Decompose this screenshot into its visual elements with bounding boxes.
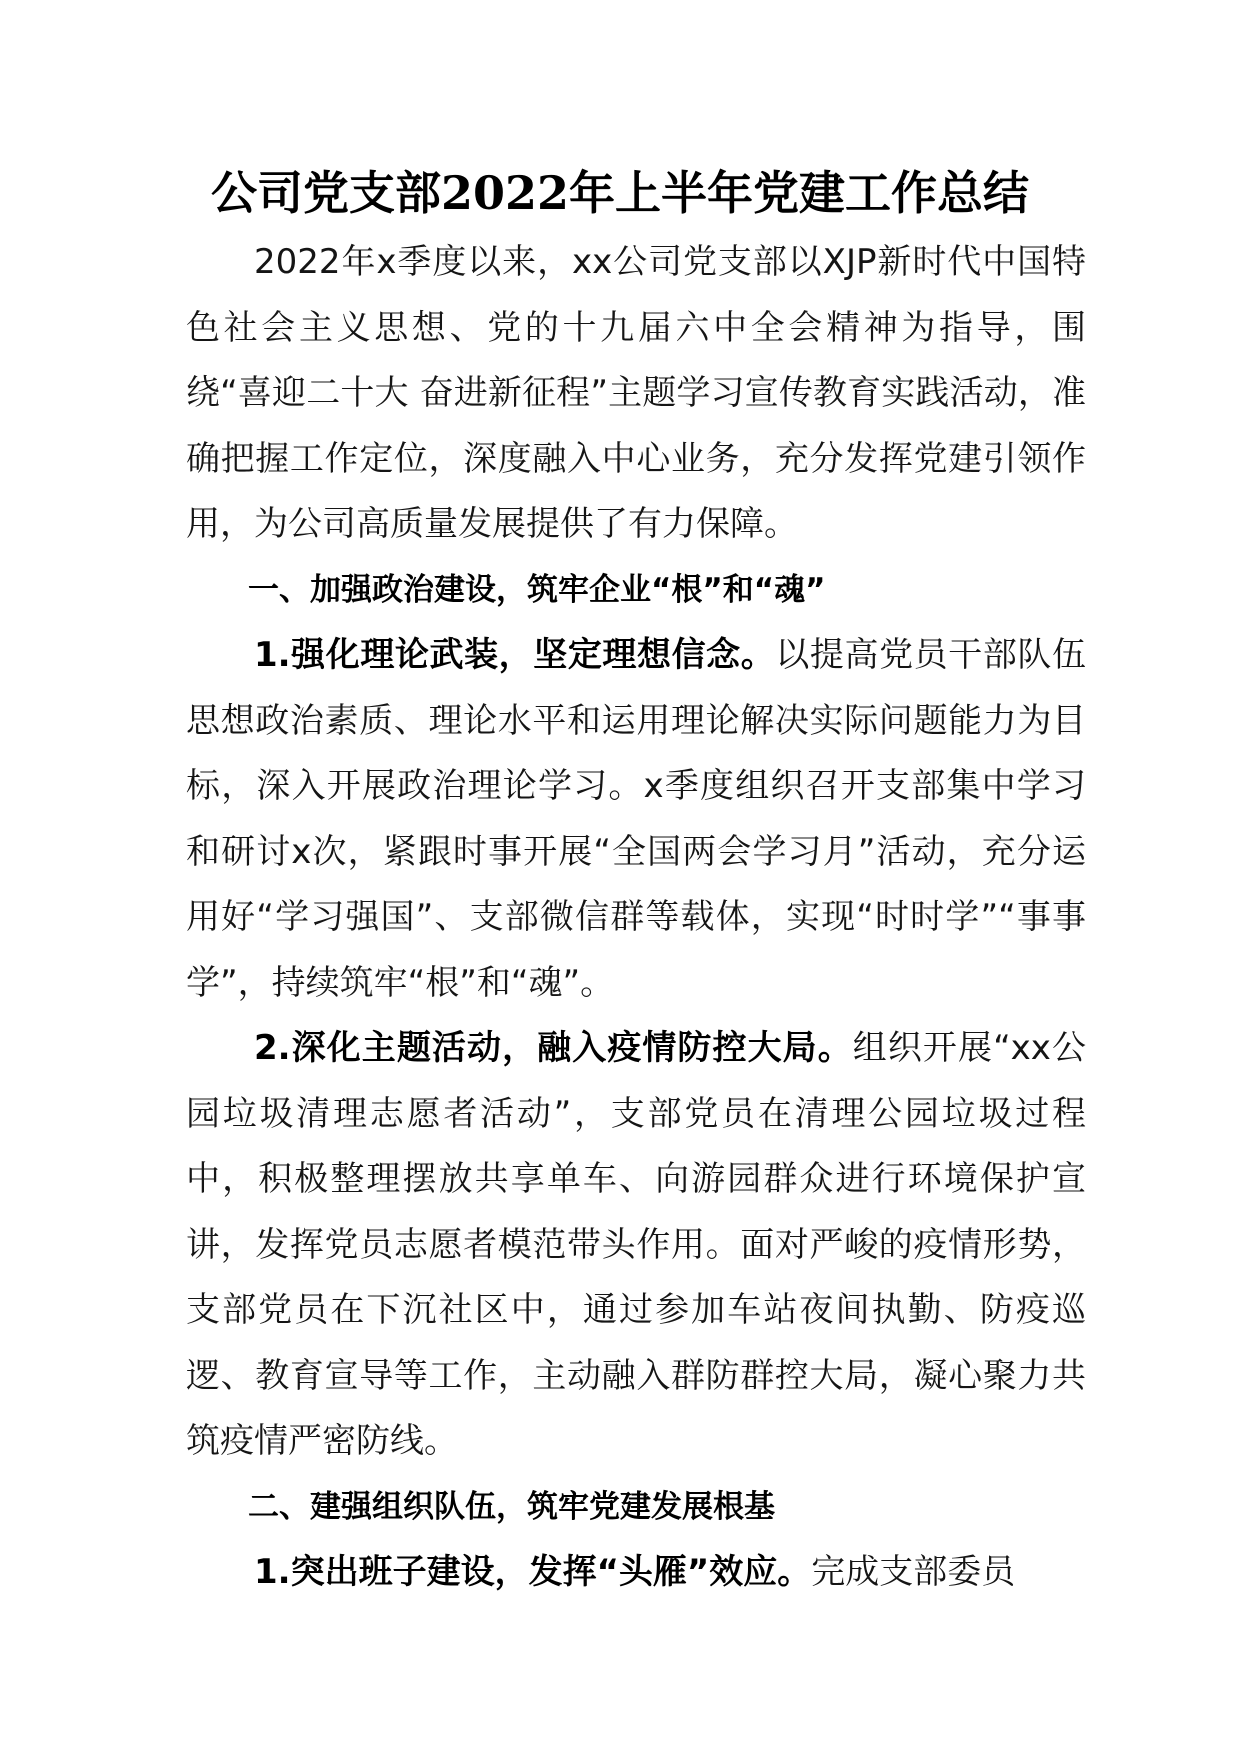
section1-item2-paragraph bbox=[186, 1016, 1086, 1475]
section1-item1-paragraph bbox=[186, 623, 1086, 1016]
section2-item1-text: 完成支部委员 bbox=[811, 1552, 1016, 1592]
document-body bbox=[186, 230, 1086, 1606]
section1-item1-lead: 1.强化理论武装，坚定理想信念。 bbox=[254, 635, 776, 675]
section-heading-2: 二、建强组织队伍，筑牢党建发展根基 bbox=[248, 1488, 775, 1525]
section1-item2-text: 组织开展“xx公园垃圾清理志愿者活动”，支部党员在清理公园垃圾过程中，积极整理摆放共享单车、向游园群众进行环境保护宣讲，发挥党员志愿者模范带头作用。面对严峻的疫情形势，支部党员在下沉社区中，通过参加车站夜间执勤、防疫巡逻、教育宣导等工作，主动融入群防群控大局，凝心聚力共筑疫情严密防线。 bbox=[186, 1028, 1086, 1461]
section1-item2-lead: 2.深化主题活动，融入疫情防控大局。 bbox=[254, 1028, 853, 1068]
intro-paragraph: 2022年x季度以来，xx公司党支部以XJP新时代中国特色社会主义思想、党的十九届六中全会精神为指导，围绕“喜迎二十大 奋进新征程”主题学习宣传教育实践活动，准确把握工作定位，深度融入中心业务，充分发挥党建引领作用，为公司高质量发展提供了有力保障。 bbox=[186, 242, 1086, 544]
section-heading-1: 一、加强政治建设，筑牢企业“根”和“魂” bbox=[248, 571, 826, 608]
section2-item1-paragraph bbox=[186, 1540, 1086, 1606]
section1-item1-text: 以提高党员干部队伍思想政治素质、理论水平和运用理论解决实际问题能力为目标，深入开展政治理论学习。x季度组织召开支部集中学习和研讨x次，紧跟时事开展“全国两会学习月”活动，充分运用好“学习强国”、支部微信群等载体，实现“时时学”“事事学”，持续筑牢“根”和“魂”。 bbox=[186, 635, 1086, 1003]
document-title: 公司党支部2022年上半年党建工作总结 bbox=[210, 166, 1030, 220]
section2-item1-lead: 1.突出班子建设，发挥“头雁”效应。 bbox=[254, 1552, 812, 1592]
